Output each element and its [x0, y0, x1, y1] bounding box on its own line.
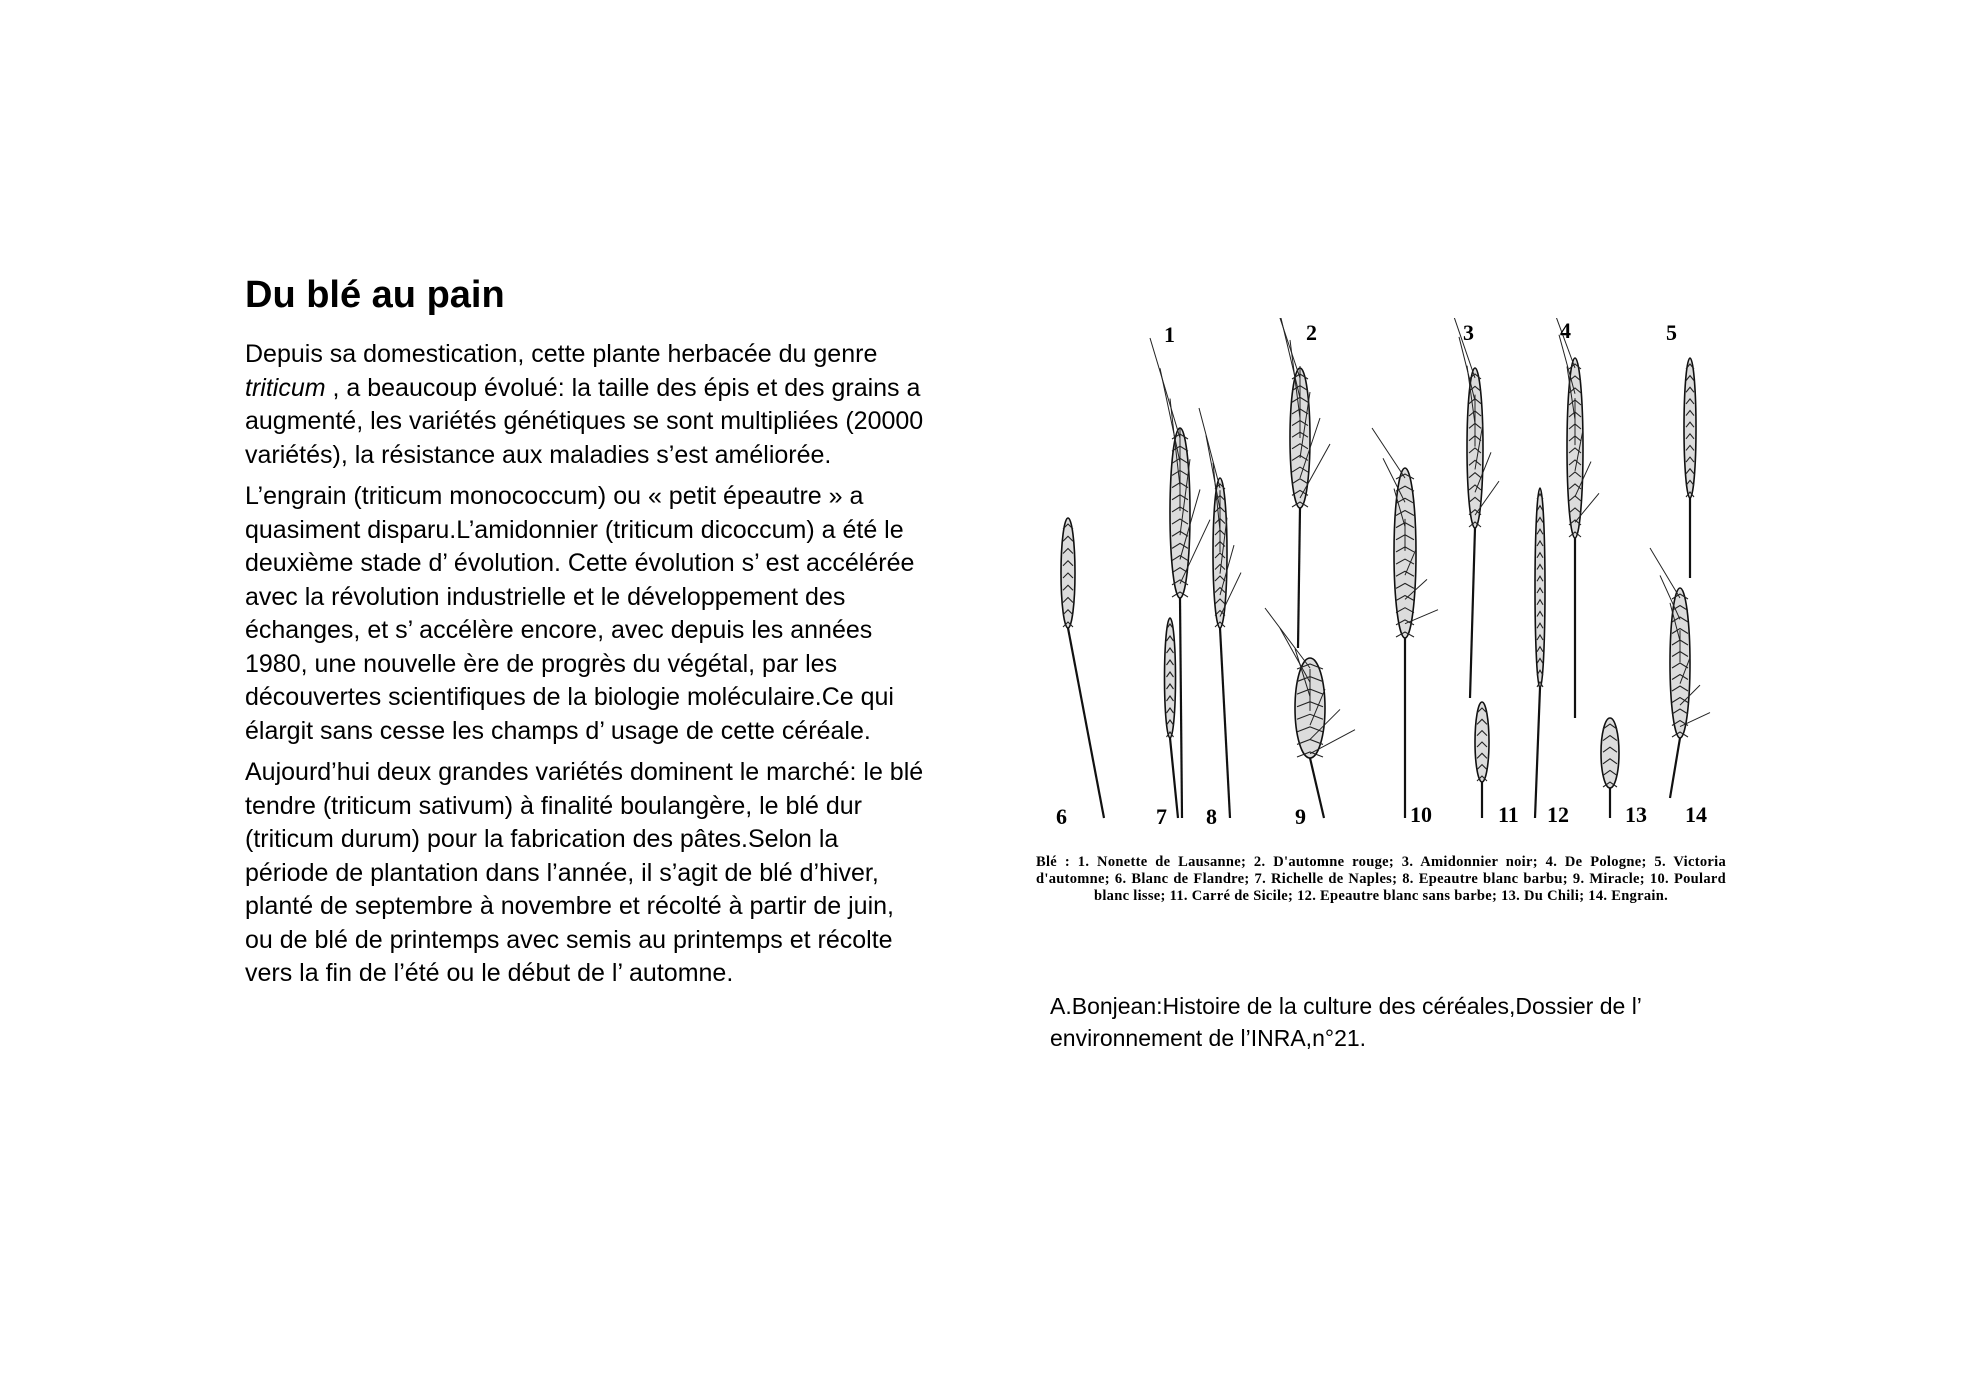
genus-name: triticum	[245, 373, 326, 402]
ear-number-8: 8	[1206, 804, 1217, 829]
ear-number-4: 4	[1560, 318, 1571, 343]
awn-9-1	[1280, 628, 1310, 682]
wheat-stem-1	[1180, 598, 1182, 818]
awn-9-0	[1265, 608, 1310, 668]
ear-number-12: 12	[1547, 802, 1569, 827]
image-credit: A.Bonjean:Histoire de la culture des céréales,Dossier de l’ environnement de l’INRA,n°21.	[1050, 993, 1642, 1051]
ear-number-14: 14	[1685, 802, 1707, 827]
ear-number-9: 9	[1295, 804, 1306, 829]
plate-legend: Blé : 1. Nonette de Lausanne; 2. D'automne rouge; 3. Amidonnier noir; 4. De Pologne; 5. Victoria d'automne; 6. Blanc de Flandre; 7. Richelle de Naples; 8. Epeautre blanc barbu; 9. Miracle; 10. Poulard blanc lisse; 11. Carré de Sicile; 12. Epeautre blanc sans barbe; 13. Du Chili; 14. Engrain.	[1036, 854, 1726, 904]
ear-number-7: 7	[1156, 804, 1167, 829]
wheat-figure	[1030, 318, 1730, 904]
awn-2-1	[1280, 318, 1300, 398]
wheat-stem-7	[1170, 738, 1178, 818]
wheat-stem-6	[1068, 628, 1104, 818]
wheat-stem-8	[1220, 628, 1230, 818]
awn-1-1	[1160, 368, 1180, 462]
paragraph-2: L’engrain (triticum monococcum) ou « petit épeautre » a quasiment disparu.L’amidonnier (triticum dicoccum) a été le deuxième stade d’ évolution. Cette évolution s’ est accélérée avec la révolution industrielle et le développement des échanges, et s’ accélère encore, avec depuis les années 1980, une nouvelle ère de progrès du végétal, par les découvertes scientifiques de la biologie moléculaire.Ce qui élargit sans cesse les champs d’ usage de cette céréale.	[245, 482, 915, 745]
ear-number-10: 10	[1410, 802, 1432, 827]
ear-number-5: 5	[1666, 320, 1677, 345]
awn-10-0	[1372, 428, 1405, 478]
wheat-stem-2	[1298, 508, 1300, 648]
awn-14-0	[1650, 548, 1680, 598]
ear-number-6: 6	[1056, 804, 1067, 829]
ear-number-11: 11	[1498, 802, 1519, 827]
awn-8-0	[1199, 408, 1220, 488]
paragraph-3: Aujourd’hui deux grandes variétés dominent le marché: le blé tendre (triticum sativum) à finalité boulangère, le blé dur (triticum durum) pour la fabrication des pâtes.Selon la période de plantation dans l’année, il s’agit de blé d’hiver, planté de septembre à novembre et récolté à partir de juin, ou de blé de printemps avec semis au printemps et récolte vers la fin de l’été ou le début de l’ automne.	[245, 758, 924, 987]
awn-8-1	[1206, 435, 1220, 509]
wheat-ears-drawing	[1030, 318, 1730, 858]
paragraph-1	[245, 338, 925, 472]
paragraph-1-start: Depuis sa domestication, cette plante herbacée du genre	[245, 340, 878, 368]
page-title: Du blé au pain	[245, 274, 505, 316]
awn-2-0	[1270, 318, 1300, 378]
text-column	[245, 272, 925, 999]
wheat-stem-12	[1535, 688, 1540, 818]
paragraph-1-end: , a beaucoup évolué: la taille des épis et des grains a augmenté, les variétés génétiques se sont multipliées (20000 variétés), la résistance aux maladies s’est améliorée.	[245, 373, 924, 469]
ear-number-1: 1	[1164, 322, 1175, 347]
wheat-ear-5	[1684, 358, 1696, 498]
wheat-illustration	[1030, 318, 1730, 904]
wheat-stem-9	[1310, 758, 1324, 818]
awn-1-0	[1150, 338, 1180, 438]
ear-number-13: 13	[1625, 802, 1647, 827]
wheat-stem-14	[1670, 738, 1680, 798]
wheat-stem-3	[1470, 528, 1475, 698]
ear-number-2: 2	[1306, 320, 1317, 345]
ear-number-3: 3	[1463, 320, 1474, 345]
